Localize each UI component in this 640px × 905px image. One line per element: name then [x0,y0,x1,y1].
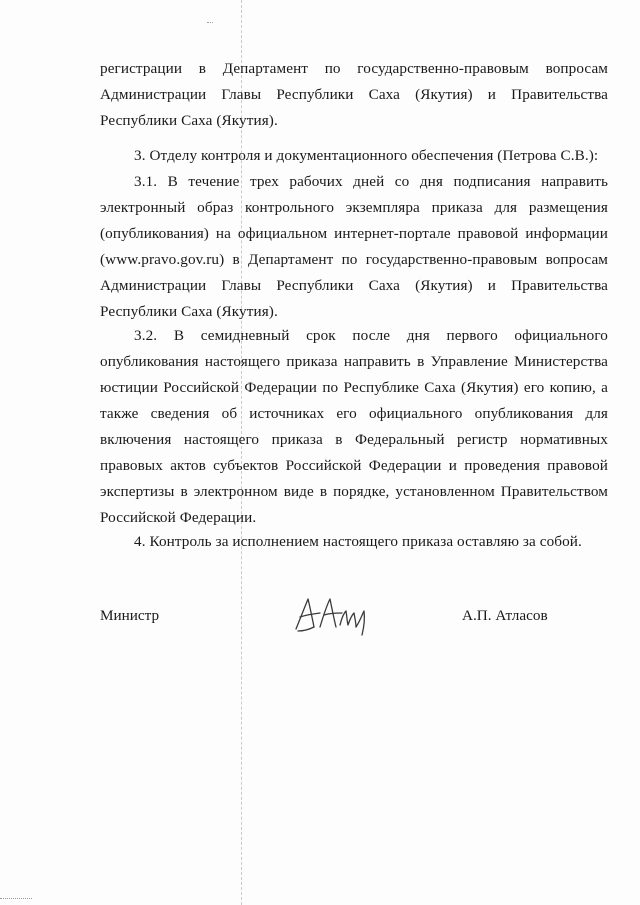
paragraph-text: 3. Отделу контроля и документационного обеспечения (Петрова С.В.): [134,147,599,164]
paragraph-item-4 [100,529,608,555]
paragraph-item-3-1 [100,169,608,325]
signature-block [0,605,640,645]
scan-mark [0,898,32,899]
paragraph-item-3-2 [100,323,608,531]
paragraph-continuation [100,56,608,134]
signer-name: А.П. Атласов [462,607,548,624]
paragraph-text: 4. Контроль за исполнением настоящего приказа оставляю за собой. [134,533,582,550]
handwritten-signature [290,591,382,641]
paragraph-text: 3.1. В течение трех рабочих дней со дня подписания направить электронный образ контрольного экземпляра приказа для размещения (опубликования) на официальном интернет-портале правовой информации (www.pravo.gov.ru) в Департамент по государственно-правовым вопросам Администрации Главы Республики Саха (Якутия) и Правительства Республики Саха (Якутия). [100,173,608,320]
paragraph-text: 3.2. В семидневный срок после дня первого официального опубликования настоящего приказа направить в Управление Министерства юстиции Российской Федерации по Республике Саха (Якутия) его копию, а также сведения об источниках его официального опубликования для включения настоящего приказа в Федеральный регистр нормативных правовых актов субъектов Российской Федерации и проведения правовой экспертизы в электронном виде в порядке, установленном Правительством Российской Федерации. [100,327,608,526]
signer-position: Министр [100,607,160,624]
paragraph-text: регистрации в Департамент по государственно-правовым вопросам Администрации Главы Республики Саха (Якутия) и Правительства Республики Саха (Якутия). [100,60,608,129]
paragraph-item-3 [100,143,608,169]
scan-mark [207,22,213,23]
